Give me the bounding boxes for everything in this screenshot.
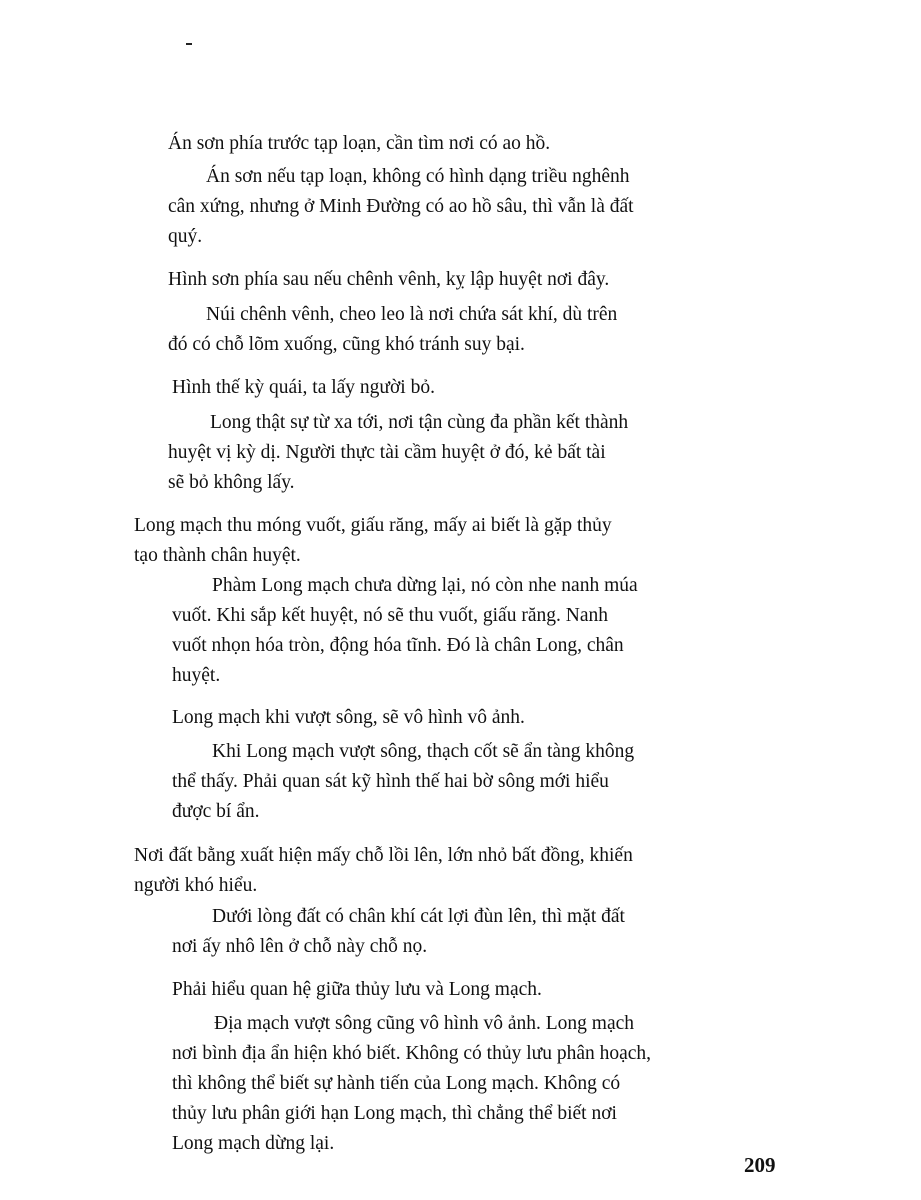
verse-heading — [168, 129, 550, 159]
verse-heading — [172, 373, 435, 403]
text-line: Phàm Long mạch chưa dừng lại, nó còn nhe nanh múa — [212, 575, 638, 596]
text-line: nơi bình địa ẩn hiện khó biết. Không có thủy lưu phân hoạch, — [172, 1043, 652, 1064]
text-line: Hình thế kỳ quái, ta lấy người bỏ. — [172, 377, 435, 398]
text-line: cân xứng, nhưng ở Minh Đường có ao hồ sâu, thì vẫn là đất — [168, 196, 634, 217]
verse-heading — [172, 975, 542, 1005]
text-line: Long thật sự từ xa tới, nơi tận cùng đa phần kết thành — [210, 412, 629, 433]
text-line: Nơi đất bằng xuất hiện mấy chỗ lồi lên, lớn nhỏ bất đồng, khiến — [134, 845, 633, 866]
verse-heading — [134, 841, 633, 901]
verse-heading — [134, 511, 612, 571]
text-line: thủy lưu phân giới hạn Long mạch, thì chẳng thể biết nơi — [172, 1103, 617, 1124]
text-line: Hình sơn phía sau nếu chênh vênh, kỵ lập huyệt nơi đây. — [168, 269, 610, 290]
text-line: người khó hiểu. — [134, 875, 258, 896]
scan-mark — [186, 43, 192, 45]
text-line: quý. — [168, 226, 203, 247]
text-line: thể thấy. Phải quan sát kỹ hình thế hai bờ sông mới hiểu — [172, 771, 609, 792]
text-line: huyệt vị kỳ dị. Người thực tài cầm huyệt ở đó, kẻ bất tài — [168, 442, 606, 463]
commentary — [172, 737, 634, 827]
text-line: vuốt nhọn hóa tròn, động hóa tĩnh. Đó là chân Long, chân — [172, 635, 624, 656]
text-line: được bí ẩn. — [172, 801, 260, 822]
text-line: Khi Long mạch vượt sông, thạch cốt sẽ ẩn tàng không — [212, 741, 635, 762]
text-line: thì không thể biết sự hành tiến của Long mạch. Không có — [172, 1073, 621, 1094]
commentary — [172, 1009, 651, 1159]
text-line: vuốt. Khi sắp kết huyệt, nó sẽ thu vuốt, giấu răng. Nanh — [172, 605, 608, 626]
page-number: 209 — [744, 1153, 776, 1177]
text-line: Án sơn phía trước tạp loạn, cần tìm nơi có ao hồ. — [168, 133, 551, 154]
commentary — [168, 408, 628, 498]
text-line: tạo thành chân huyệt. — [134, 545, 301, 566]
commentary — [172, 571, 638, 691]
verse-heading — [168, 265, 609, 295]
commentary — [168, 300, 617, 360]
text-line: nơi ấy nhô lên ở chỗ này chỗ nọ. — [172, 936, 428, 957]
text-line: đó có chỗ lõm xuống, cũng khó tránh suy bại. — [168, 334, 525, 355]
text-line: Dưới lòng đất có chân khí cát lợi đùn lên, thì mặt đất — [212, 906, 625, 927]
text-line: Núi chênh vênh, cheo leo là nơi chứa sát khí, dù trên — [206, 304, 618, 325]
text-line: Phải hiểu quan hệ giữa thủy lưu và Long mạch. — [172, 979, 542, 1000]
commentary — [168, 162, 634, 252]
commentary — [172, 902, 625, 962]
verse-heading — [172, 703, 525, 733]
text-line: huyệt. — [172, 665, 221, 686]
text-line: Địa mạch vượt sông cũng vô hình vô ảnh. Long mạch — [214, 1013, 635, 1034]
text-line: Án sơn nếu tạp loạn, không có hình dạng triều nghênh — [206, 166, 630, 187]
text-line: Long mạch khi vượt sông, sẽ vô hình vô ảnh. — [172, 707, 525, 728]
text-line: Long mạch thu móng vuốt, giấu răng, mấy ai biết là gặp thủy — [134, 515, 612, 536]
text-line: Long mạch dừng lại. — [172, 1133, 335, 1154]
text-line: sẽ bỏ không lấy. — [168, 472, 295, 493]
